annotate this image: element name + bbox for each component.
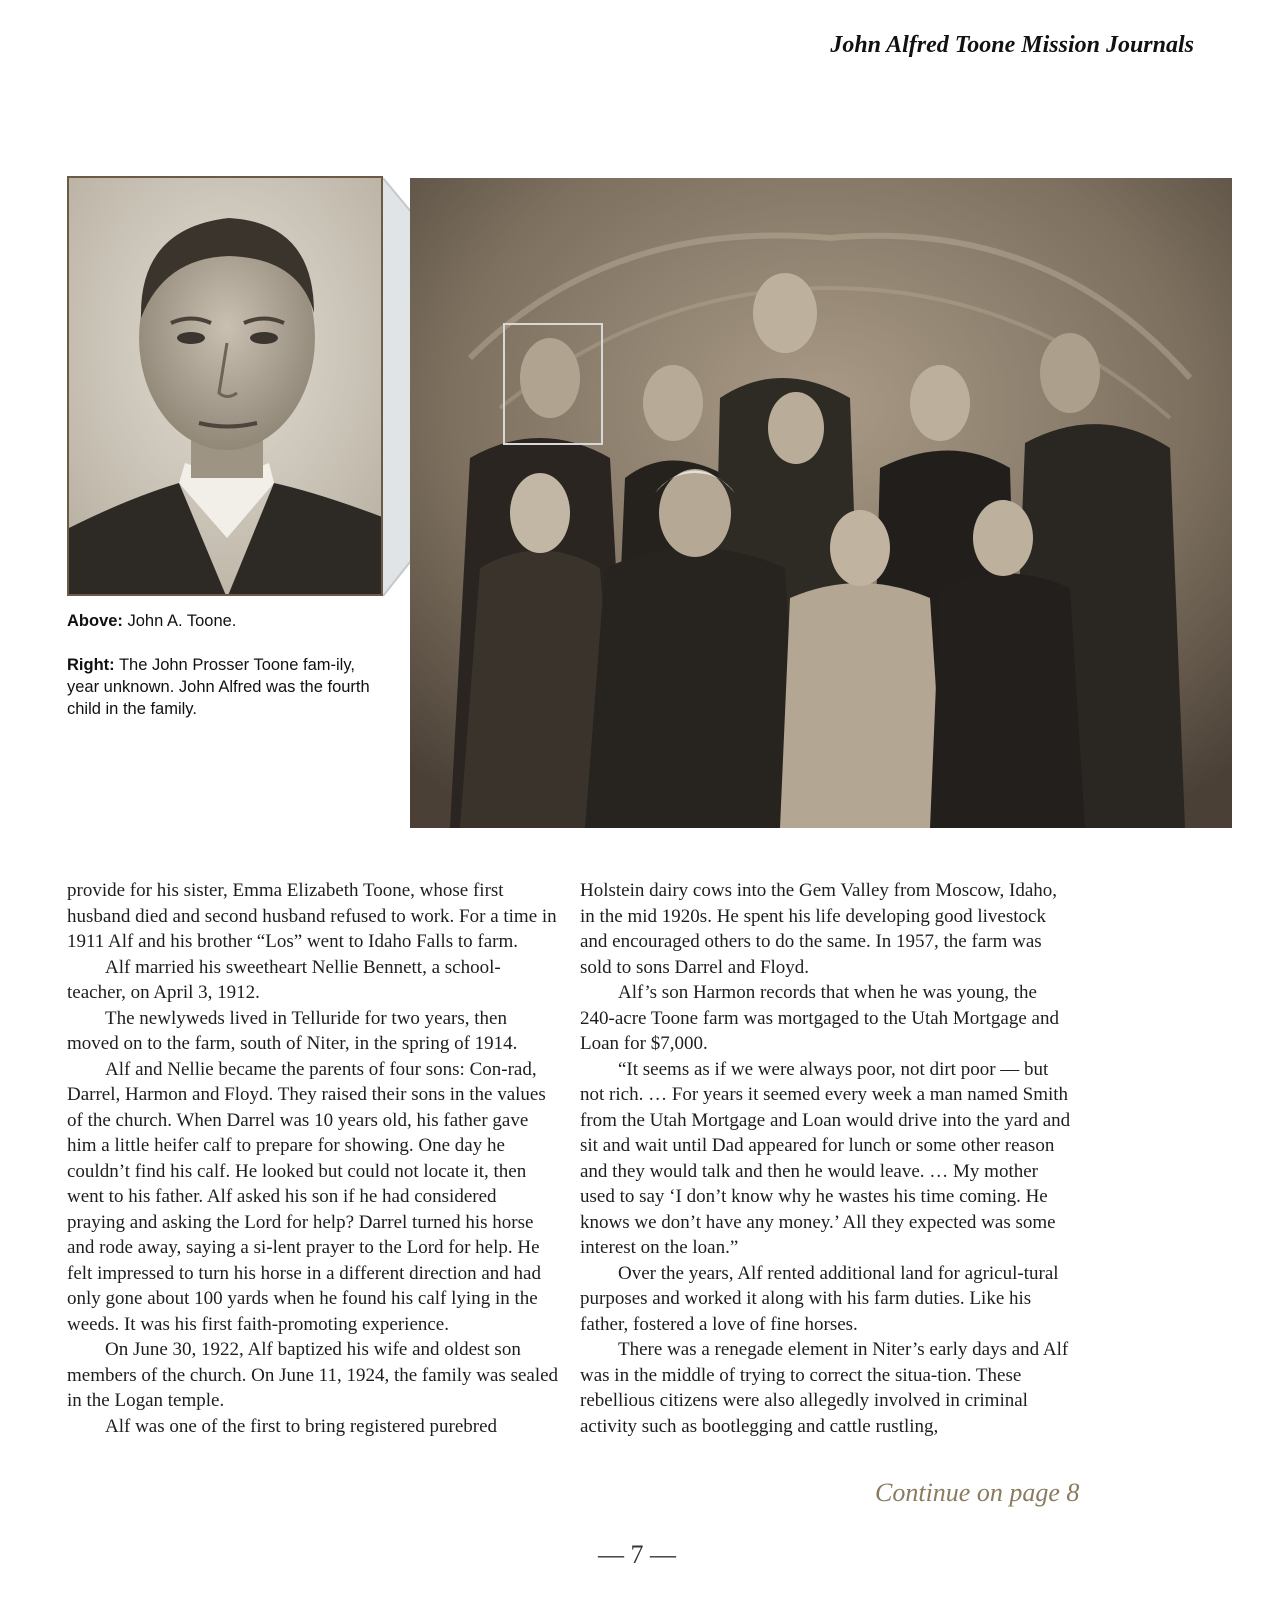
article-column-left [67,878,559,1439]
photo-captions [67,610,387,742]
caption-right: Right: The John Prosser Toone fam-ily, year unknown. John Alfred was the fourth child in the family. [67,656,370,718]
paragraph: Over the years, Alf rented additional land for agricul-tural purposes and worked it along with his farm duties. Like his father, fostered a love of fine horses. [580,1262,1059,1335]
paragraph: The newlyweds lived in Telluride for two years, then moved on to the farm, south of Niter, in the spring of 1914. [67,1007,518,1054]
paragraph: provide for his sister, Emma Elizabeth Toone, whose first husband died and second husband refused to work. For a time in 1911 Alf and his brother “Los” went to Idaho Falls to farm. [67,880,557,952]
paragraph: Alf was one of the first to bring registered purebred [105,1415,498,1437]
family-photo [410,178,1232,828]
portrait-photo [67,176,383,596]
caption-above: Above: John A. Toone. [67,612,237,630]
article-column-right [580,878,1072,1439]
paragraph: Holstein dairy cows into the Gem Valley from Moscow, Idaho, in the mid 1920s. He spent his life developing good livestock and encouraged others to do the same. In 1957, the farm was sold to sons Darrel and Floyd. [580,880,1058,978]
paragraph: On June 30, 1922, Alf baptized his wife and oldest son members of the church. On June 11, 1924, the family was sealed in the Logan temple. [67,1339,559,1411]
paragraph: There was a renegade element in Niter’s early days and Alf was in the middle of trying to correct the situa-tion. These rebellious citizens were also allegedly involved in criminal activity such as bootlegging and cattle rustling, [580,1339,1069,1437]
zoom-highlight-box [503,323,603,445]
paragraph: Alf’s son Harmon records that when he was young, the 240-acre Toone farm was mortgaged to the Utah Mortgage and Loan for $7,000. [580,982,1059,1054]
continue-link[interactable]: Continue on page 8 [875,1478,1080,1507]
paragraph: Alf and Nellie became the parents of four sons: Con-rad, Darrel, Harmon and Floyd. They raised their sons in the values of the church. When Darrel was 10 years old, his father gave him a little heifer calf to prepare for showing. One day he couldn’t find his calf. He looked but could not locate it, then went to his father. Alf asked his son if he had considered praying and asking the Lord for help? Darrel turned his horse and rode away, saying a si-lent prayer to the Lord for help. He felt impressed to turn his horse in a different direction and had only gone about 100 yards when he found his calf lying in the weeds. It was his first faith-promoting experience. [67,1058,546,1335]
paragraph: “It seems as if we were always poor, not dirt poor — but not rich. … For years it seemed every week a man named Smith from the Utah Mortgage and Loan would drive into the yard and sit and wait until Dad appeared for lunch or some other reason and they would talk and then he would leave. … My mother used to say ‘I don’t know why he wastes his time coming. He knows we don’t have any money.’ All they expected was some interest on the loan.” [580,1058,1071,1258]
running-head: John Alfred Toone Mission Journals [830,32,1194,58]
paragraph: Alf married his sweetheart Nellie Bennett, a school-teacher, on April 3, 1912. [67,956,501,1003]
page-number: — 7 — [598,1540,676,1569]
